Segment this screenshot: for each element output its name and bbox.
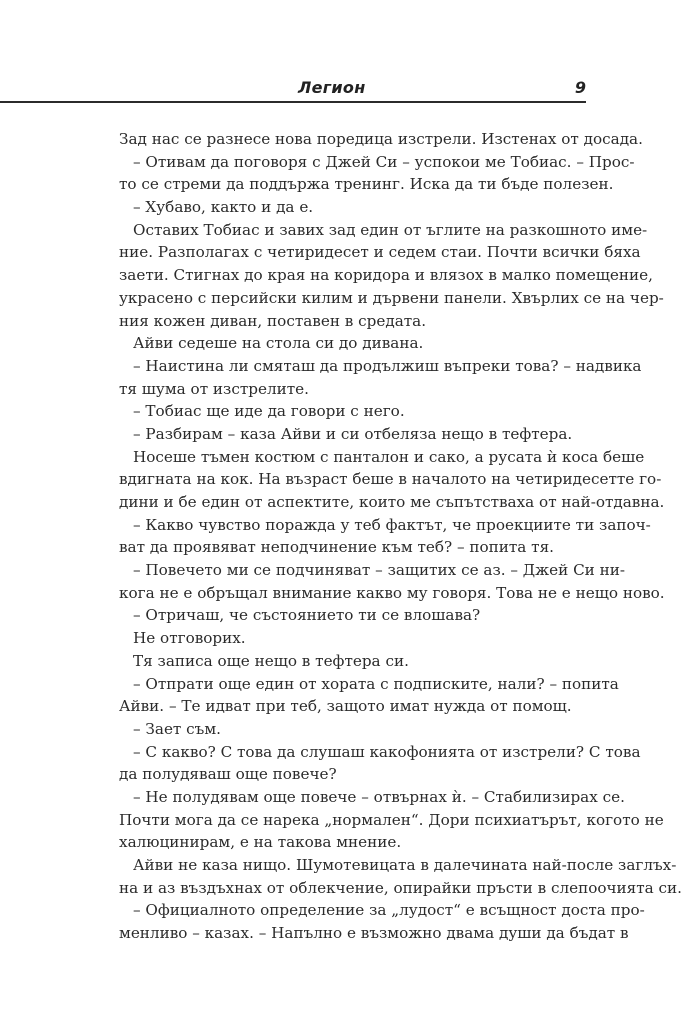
- text-line: – Отричаш, че състоянието ти се влошава?: [133, 606, 481, 625]
- text-line: Айви. – Те идват при теб, защото имат нужда от помощ.: [119, 697, 572, 716]
- running-header: [0, 78, 586, 104]
- text-line: – Разбирам – каза Айви и си отбеляза нещо в тефтера.: [133, 424, 573, 443]
- text-line: ния кожен диван, поставен в средата.: [119, 311, 427, 330]
- text-line: – Официалното определение за „лудост“ е всъщност доста про-: [133, 901, 645, 920]
- text-line: Айви седеше на стола си до дивана.: [133, 334, 424, 353]
- text-line: дини и бе един от аспектите, които ме съпътстваха от най-отдавна.: [119, 493, 665, 511]
- text-line: – Отпрати още един от хората с подписките, нали? – попита: [133, 674, 619, 693]
- text-line: ват да проявяват неподчинение към теб? – попита тя.: [119, 538, 554, 557]
- text-line: кога не е обръщал внимание какво му говоря. Това не е нещо ново.: [119, 583, 665, 602]
- text-line: Не отговорих.: [133, 629, 246, 648]
- text-line: Зад нас се разнесе нова поредица изстрели. Изстенах от досада.: [119, 130, 643, 148]
- text-line: ние. Разполагах с четиридесет и седем стаи. Почти всички бяха: [119, 243, 641, 262]
- text-line: менливо – казах. – Напълно е възможно двама души да бъдат в: [119, 924, 629, 943]
- page-number: 9: [574, 78, 586, 97]
- text-line: – Хубаво, както и да е.: [133, 198, 314, 217]
- text-line: – Не полудявам още повече – отвърнах ѝ. – Стабилизирах се.: [133, 787, 625, 806]
- text-line: да полудяваш още повече?: [119, 765, 337, 784]
- text-line: Почти мога да се нарека „нормален“. Дори психиатърът, когото не: [119, 810, 664, 829]
- text-line: Тя записа още нещо в тефтера си.: [133, 651, 409, 670]
- text-line: Носеше тъмен костюм с панталон и сако, а русата ѝ коса беше: [133, 447, 645, 466]
- body-text: [119, 128, 682, 945]
- header-rule: [0, 101, 586, 103]
- text-line: – Тобиас ще иде да говори с него.: [133, 402, 405, 421]
- text-line: то се стреми да поддържа тренинг. Иска да ти бъде полезен.: [119, 175, 614, 194]
- text-line: халюцинирам, е на такова мнение.: [119, 833, 402, 852]
- text-line: – Наистина ли смяташ да продължиш въпреки това? – надвика: [133, 356, 642, 375]
- text-line: – С какво? С това да слушаш какофонията от изстрели? С това: [133, 742, 641, 761]
- text-line: – Повечето ми се подчиняват – защитих се аз. – Джей Си ни-: [133, 561, 626, 580]
- text-line: – Отивам да поговоря с Джей Си – успокои ме Тобиас. – Прос-: [133, 152, 635, 171]
- running-head-title: Легион: [298, 78, 366, 97]
- text-line: Айви не каза нищо. Шумотевицата в далечината най-после заглъх-: [133, 856, 677, 874]
- text-line: – Какво чувство поражда у теб фактът, че проекциите ти започ-: [133, 515, 651, 534]
- text-line: на и аз въздъхнах от облекчение, опирайки пръсти в слепоочията си.: [119, 878, 682, 897]
- text-line: тя шума от изстрелите.: [119, 379, 309, 398]
- text-line: вдигната на кок. На възраст беше в началото на четиридесетте го-: [119, 470, 662, 489]
- text-line: – Зает съм.: [133, 719, 221, 738]
- text-line: Оставих Тобиас и завих зад един от ъглите на разкошното име-: [133, 220, 648, 239]
- text-line: украсено с персийски килим и дървени панели. Хвърлих се на чер-: [119, 288, 664, 307]
- text-line: заети. Стигнах до края на коридора и влязох в малко помещение,: [119, 266, 653, 285]
